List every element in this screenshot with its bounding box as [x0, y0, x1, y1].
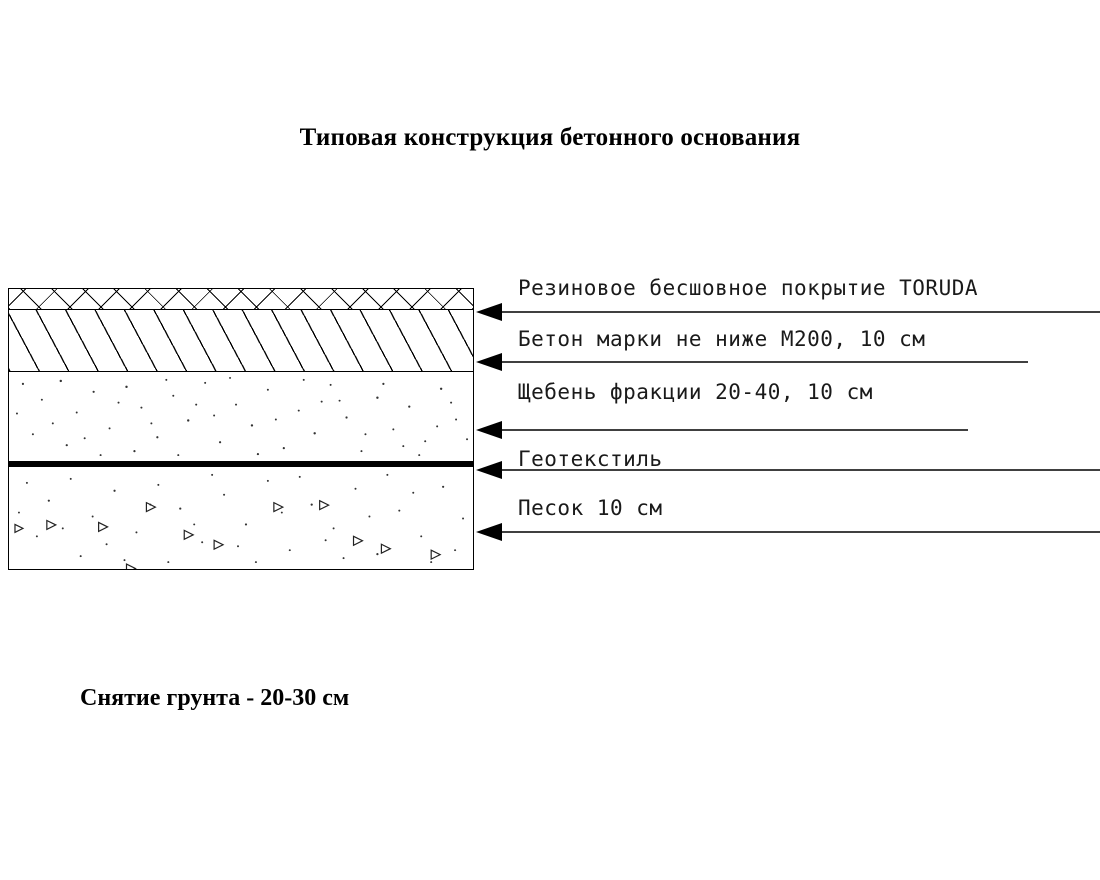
label-layer-geotextile: Геотекстиль: [518, 447, 663, 471]
label-layer-sand: Песок 10 см: [518, 496, 663, 520]
excavation-note: Снятие грунта - 20-30 см: [80, 685, 350, 711]
page-title: Типовая конструкция бетонного основания: [299, 124, 801, 151]
label-layer-concrete: Бетон марки не ниже М200, 10 см: [518, 327, 926, 351]
label-layer-gravel: Щебень фракции 20-40, 10 см: [518, 380, 873, 404]
label-layer-rubber: Резиновое бесшовное покрытие TORUDA: [518, 276, 979, 300]
